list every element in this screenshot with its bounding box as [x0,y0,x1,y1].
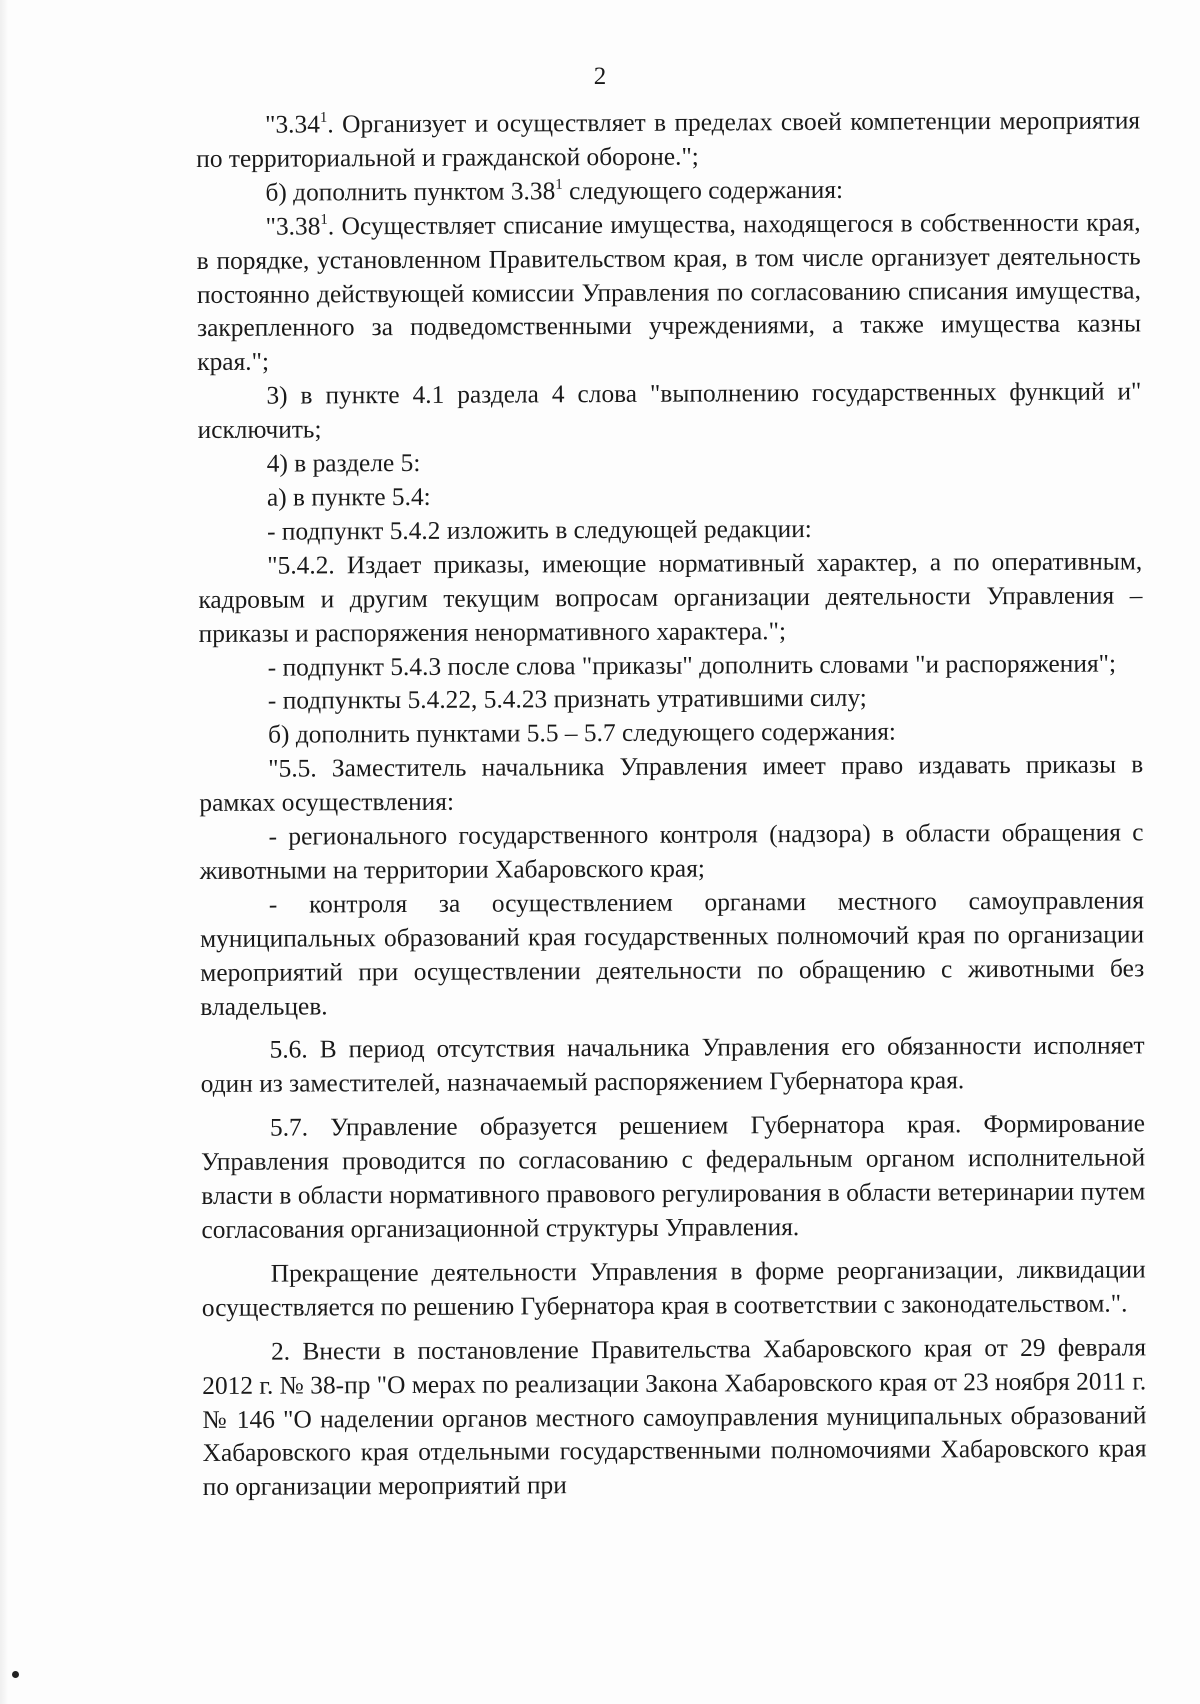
paragraph-5-4-2: "5.4.2. Издает приказы, имеющие нормативный характер, а по оперативным, кадровым и другим текущим вопросам организации деятельности Управления – приказы и распоряжения ненормативного характера."; [198,547,1143,648]
paragraph-5-7: 5.7. Управление образуется решением Губернатора края. Формирование Управления проводится по согласованию с федеральным органом исполнительной власти в области нормативного правового регулирования в области ветеринарии путем согласования организационной структуры Управления. [201,1109,1146,1244]
paragraph-3-38-1: "3.38$^1$. Осуществляет списание имущества, находящегося в собственности края, в порядке, установленном Правительством края, в том числе организует деятельность постоянно действующей комиссии Управления по согласованию списания имущества, закрепленного за подведомственными учреждениями, а также имущества казны края."; [196,208,1142,377]
paragraph-subitem-a: а) в пункте 5.4: [266,482,431,512]
paragraph-5-5-municipal: - контроля за осуществлением органами местного самоуправления муниципальных образований края государственных полномочий края по организации мероприятий при осуществлении деятельности по обращению с животными без владельцев. [199,886,1145,1021]
scan-mark [12,1671,19,1678]
paragraph-5-5: "5.5. Заместитель начальника Управления имеет право издавать приказы в рамках осуществления: [199,750,1144,818]
paragraph-3-34-1: "3.34$^1$. Организует и осуществляет в пределах своей компетенции мероприятия по территориальной и гражданской обороне."; [196,106,1141,173]
paragraph-item-2: 2. Внести в постановление Правительства Хабаровского края от 29 февраля 2012 г. № 38-пр "О мерах по реализации Закона Хабаровского края от 23 ноября 2011 г. № 146 "О наделении органов местного самоуправления муниципальных образований Хабаровского края отдельными государственными полномочиями Хабаровского края по организации мероприятий при [202,1333,1147,1502]
scan-edge-shadow [0,0,8,1704]
paragraph-item-3: 3) в пункте 4.1 раздела 4 слова "выполнению государственных функций и" исключить; [197,377,1142,445]
document-body [196,104,1147,1505]
paragraph-5-4-22: - подпункты 5.4.22, 5.4.23 признать утратившими силу; [267,684,867,716]
paragraph-5-6: 5.6. В период отсутствия начальника Управления его обязанности исполняет один из заместителей, назначаемый распоряжением Губернатора края. [200,1031,1145,1099]
paragraph-5-4-2-intro: - подпункт 5.4.2 изложить в следующей редакции: [266,514,812,546]
paragraph-add-3-38-1: б) дополнить пунктом 3.38$^1$ следующего содержания: [265,175,844,207]
paragraph-item-4: 4) в разделе 5: [266,448,421,478]
paragraph-termination: Прекращение деятельности Управления в форме реорганизации, ликвидации осуществляется по решению Губернатора края в соответствии с законодательством.". [201,1255,1146,1322]
paragraph-5-5-control: - регионального государственного контроля (надзора) в области обращения с животными на территории Хабаровского края; [199,818,1144,885]
page-number: 2 [593,63,607,90]
paragraph-5-4-3: - подпункт 5.4.3 после слова "приказы" дополнить словами "и распоряжения"; [267,649,1117,682]
paragraph-subitem-b: б) дополнить пунктами 5.5 – 5.7 следующего содержания: [267,717,896,749]
